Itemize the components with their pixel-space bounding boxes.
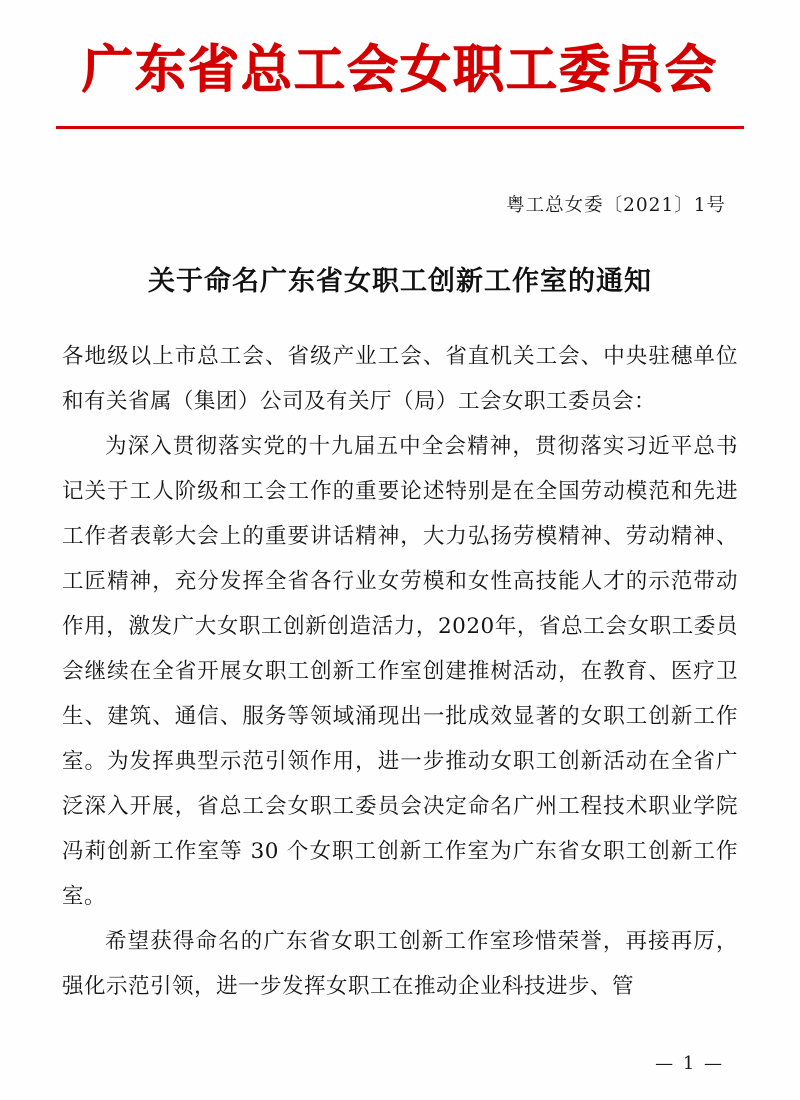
page-title: 关于命名广东省女职工创新工作室的通知 bbox=[148, 266, 652, 298]
paragraph-expectation: 希望获得命名的广东省女职工创新工作室珍惜荣誉，再接再厉，强化示范引领，进一步发挥女职工在推动企业科技进步、管 bbox=[62, 929, 738, 1000]
organization-title: 广东省总工会女职工委员会 bbox=[81, 40, 718, 100]
document-number: 粤工总女委〔2021〕1号 bbox=[506, 195, 726, 217]
masthead bbox=[0, 0, 800, 129]
page-number: — 1 — bbox=[655, 1053, 724, 1074]
paragraph-background: 为深入贯彻落实党的十九届五中全会精神，贯彻落实习近平总书记关于工人阶级和工会工作的重要论述特别是在全国劳动模范和先进工作者表彰大会上的重要讲话精神，大力弘扬劳模精神、劳动精神、工匠精神，充分发挥全省各行业女劳模和女性高技能人才的示范带动作用，激发广大女职工创新创造活力，2020年，省总工会女职工委员会继续在全省开展女职工创新工作室创建推树活动，在教育、医疗卫生、建筑、通信、服务等领域涌现出一批成效显著的女职工创新工作室。为发挥典型示范引领作用，进一步推动女职工创新活动在全省广泛深入开展，省总工会女职工委员会决定命名广州工程技术职业学院冯莉创新工作室等 30 个女职工创新工作室为广东省女职工创新工作室。 bbox=[62, 434, 738, 910]
red-divider-rule bbox=[56, 126, 744, 129]
document-body bbox=[62, 334, 738, 1009]
paragraph-recipients: 各地级以上市总工会、省级产业工会、省直机关工会、中央驻穗单位和有关省属（集团）公司及有关厅（局）工会女职工委员会： bbox=[62, 344, 738, 415]
